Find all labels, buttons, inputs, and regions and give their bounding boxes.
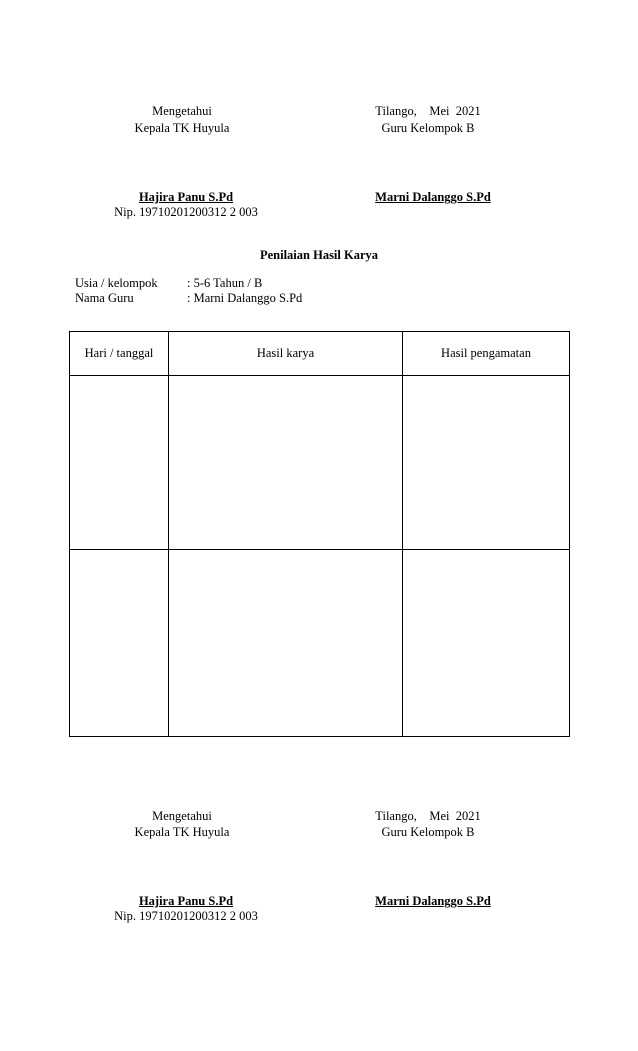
top-right-position: Guru Kelompok B [381, 121, 475, 135]
table-cell [169, 550, 403, 737]
header-day-date: Hari / tanggal [70, 332, 169, 376]
info-label-teacher: Nama Guru [75, 291, 134, 305]
bottom-right-place-date: Tilango, Mei 2021 [375, 809, 481, 823]
top-left-acknowledge: Mengetahui [152, 104, 212, 118]
bottom-right-signatory-name: Marni Dalanggo S.Pd [375, 894, 491, 908]
bottom-left-nip: Nip. 19710201200312 2 003 [114, 909, 258, 923]
top-left-signatory-name: Hajira Panu S.Pd [138, 190, 234, 204]
top-right-signatory-name: Marni Dalanggo S.Pd [375, 190, 491, 204]
bottom-left-position: Kepala TK Huyula [134, 825, 230, 839]
assessment-table [69, 331, 569, 737]
top-left-nip: Nip. 19710201200312 2 003 [114, 205, 258, 219]
bottom-left-signatory-name: Hajira Panu S.Pd [138, 894, 234, 908]
bottom-right-position: Guru Kelompok B [381, 825, 475, 839]
bottom-left-acknowledge: Mengetahui [152, 809, 212, 823]
table-cell [70, 376, 169, 550]
top-left-position: Kepala TK Huyula [134, 121, 230, 135]
info-value-teacher: : Marni Dalanggo S.Pd [187, 291, 303, 305]
table-header-row [70, 332, 570, 376]
header-observation-result: Hasil pengamatan [403, 332, 570, 376]
info-label-age-group: Usia / kelompok [75, 276, 158, 290]
document-title: Penilaian Hasil Karya [259, 248, 379, 262]
table-cell [70, 550, 169, 737]
table-cell [169, 376, 403, 550]
table-cell [403, 376, 570, 550]
table-row [70, 550, 570, 737]
top-right-place-date: Tilango, Mei 2021 [375, 104, 481, 118]
table-row [70, 376, 570, 550]
header-work-result: Hasil karya [169, 332, 403, 376]
table-cell [403, 550, 570, 737]
info-value-age-group: : 5-6 Tahun / B [187, 276, 263, 290]
